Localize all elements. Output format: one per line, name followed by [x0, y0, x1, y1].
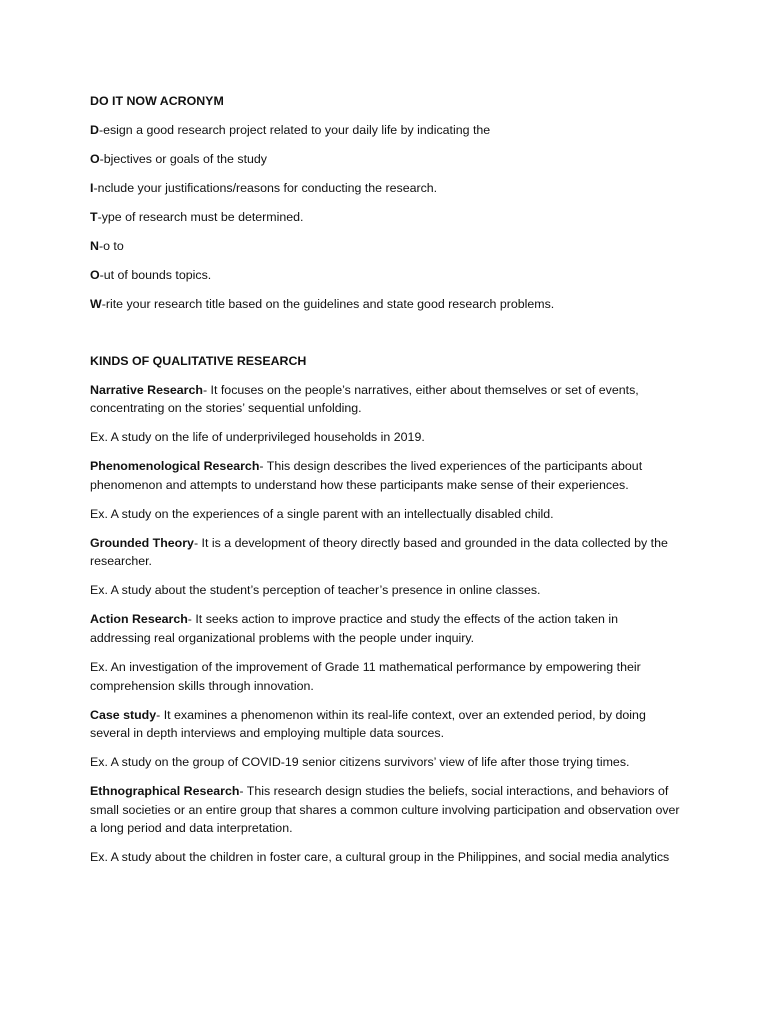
acronym-text: -ut of bounds topics. — [99, 267, 212, 282]
acronym-item-w — [90, 295, 680, 314]
acronym-list — [90, 121, 680, 314]
acronym-item-d — [90, 121, 680, 140]
acronym-item-o2 — [90, 266, 680, 285]
kind-description: - It focuses on the people’s narratives, either about themselves or set of events, concentrating on the stories’ sequential unfolding. — [90, 382, 639, 416]
acronym-text: -bjectives or goals of the study — [99, 151, 267, 166]
acronym-text: -o to — [98, 238, 124, 253]
document-page — [90, 92, 680, 877]
kind-definition — [90, 706, 680, 743]
acronym-text: -esign a good research project related to your daily life by indicating the — [98, 122, 491, 137]
kind-description: - It is a development of theory directly based and grounded in the data collected by the researcher. — [90, 535, 668, 569]
acronym-heading: DO IT NOW ACRONYM — [90, 94, 224, 108]
kinds-heading: KINDS OF QUALITATIVE RESEARCH — [90, 354, 307, 369]
kind-example: Ex. A study about the children in foster care, a cultural group in the Philippines, and social media analytics — [90, 850, 670, 865]
kind-example: Ex. A study about the student’s perception of teacher’s presence in online classes. — [90, 583, 541, 598]
kind-example: Ex. An investigation of the improvement of Grade 11 mathematical performance by empowering their comprehension skills through innovation. — [90, 659, 641, 693]
kind-definition — [90, 381, 680, 418]
kind-definition — [90, 610, 680, 647]
kind-name: Case study — [90, 707, 157, 722]
kind-name: Ethnographical Research — [90, 784, 240, 799]
acronym-text: -nclude your justifications/reasons for conducting the research. — [93, 180, 438, 195]
kind-description: - It seeks action to improve practice and study the effects of the action taken in addressing real organizational problems with the people under inquiry. — [90, 612, 619, 645]
kind-description: - It examines a phenomenon within its real-life context, over an extended period, by doing several in depth interviews and employing multiple data sources. — [90, 707, 646, 741]
kind-example: Ex. A study on the experiences of a single parent with an intellectually disabled child. — [90, 506, 554, 521]
acronym-item-i — [90, 179, 680, 198]
acronym-letter: N — [90, 238, 99, 253]
acronym-letter: D — [90, 122, 99, 137]
acronym-item-n — [90, 237, 680, 256]
acronym-text: -ype of research must be determined. — [97, 209, 304, 224]
acronym-letter: W — [90, 296, 102, 311]
acronym-letter: T — [90, 209, 98, 224]
kind-definition — [90, 534, 680, 571]
section-spacer — [90, 313, 680, 352]
acronym-letter: O — [90, 151, 100, 166]
kind-definition — [90, 782, 680, 838]
kind-example: Ex. A study on the life of underprivileged households in 2019. — [90, 430, 425, 445]
acronym-item-t — [90, 208, 680, 227]
kind-description: - This design describes the lived experiences of the participants about phenomenon and attempts to understand how these participants make sense of their experiences. — [90, 459, 643, 492]
kind-example: Ex. A study on the group of COVID-19 senior citizens survivors’ view of life after those trying times. — [90, 755, 630, 770]
acronym-text: -rite your research title based on the guidelines and state good research problems. — [101, 296, 555, 311]
acronym-item-o — [90, 150, 680, 169]
kind-name: Phenomenological Research — [90, 459, 260, 474]
acronym-letter: O — [90, 267, 100, 282]
kind-name: Action Research — [90, 612, 188, 627]
kind-definition — [90, 457, 680, 494]
acronym-letter: I — [90, 180, 94, 195]
kind-name: Grounded Theory — [90, 535, 194, 550]
kind-name: Narrative Research — [90, 382, 203, 397]
kind-description: - This research design studies the beliefs, social interactions, and behaviors of small societies or an entire group that shares a common culture involving participation and observation over a long period and data interpretation. — [90, 784, 680, 836]
